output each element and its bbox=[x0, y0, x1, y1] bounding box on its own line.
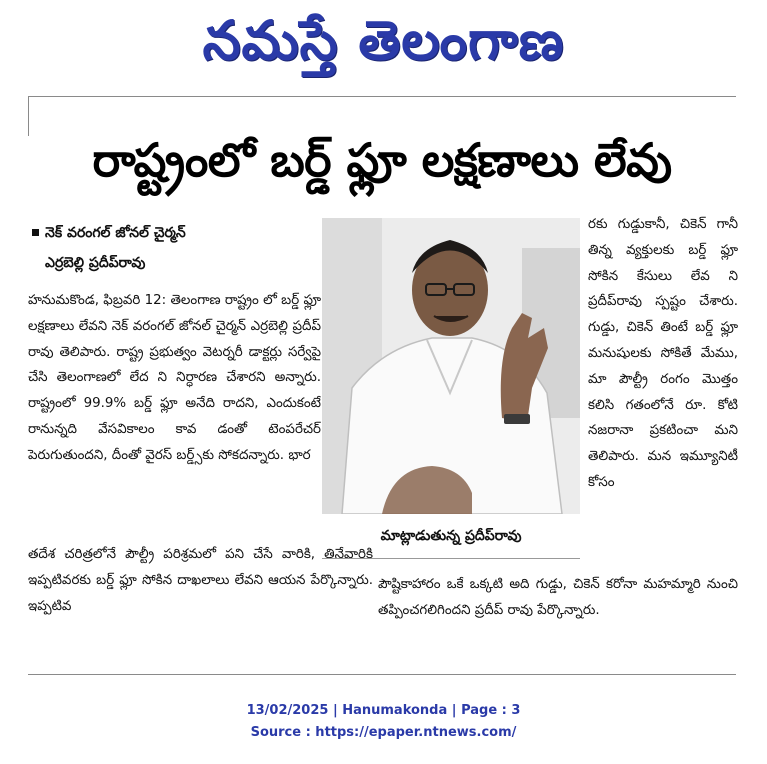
person-photo-illustration bbox=[322, 218, 580, 514]
article-photo bbox=[322, 218, 580, 514]
article-headline: రాష్ట్రంలో బర్డ్ ఫ్లూ లక్షణాలు లేవు bbox=[92, 133, 672, 187]
article-paragraph-3: రకు గుడ్డుకానీ, చికెన్ గానీ తిన్న వ్యక్తులకు బర్డ్ ఫ్లూ సోకిన కేసులు లేవ ని ప్రదీప్‌రావు స్పష్టం చేశారు. గుడ్డు, చికెన్ తింటే బర్డ్ ఫ్లూ మనుషులకు సోకితే మేము, మా పౌల్ట్రీ రంగం మొత్తం కలిసి గతంలోనే రూ. కోటి నజరానా ప్రకటించా మని తెలిపారు. మన ఇమ్యూనిటీ కోసం bbox=[588, 217, 738, 490]
article-column-right-bottom bbox=[378, 572, 738, 624]
byline-line1: నెక్ వరంగల్ జోనల్ చైర్మన్ bbox=[45, 225, 186, 241]
article-paragraph-2: తదేశ చరిత్రలోనే పౌల్ట్రీ పరిశ్రమలో పని చేసే వారికి, తినేవారికి ఇప్పటివరకు బర్డ్ ఫ్లూ సోకిన దాఖలాలు లేవని ఆయన పేర్కొన్నారు. ఇప్పటివ bbox=[28, 547, 373, 614]
article-paragraph-4: పౌష్టికాహారం ఒకే ఒక్కటి అది గుడ్డు, చికెన్ కరోనా మహమ్మారి నుంచి తప్పించగలిగిందని ప్రదీప్ రావు పేర్కొన్నారు. bbox=[378, 577, 738, 618]
masthead bbox=[0, 2, 767, 82]
bottom-divider bbox=[28, 674, 736, 675]
footer-date-page: 13/02/2025 | Hanumakonda | Page : 3 bbox=[246, 703, 521, 718]
article-column-left bbox=[28, 288, 321, 469]
article-paragraph-1: హనుమకొండ, ఫిబ్రవరి 12: తెలంగాణ రాష్ట్రం లో బర్డ్ ఫ్లూ లక్షణాలు లేవని నెక్ వరంగల్ జోనల్ చైర్మన్ ఎర్రబెల్లి ప్రదీప్ రావు తెలిపారు. రాష్ట్ర ప్రభుత్వం వెటర్నరీ డాక్టర్లు సర్వేపై చేసి తెలంగాణలో లేద ని నిర్ధారణ చేశారని అన్నారు. రాష్ట్రంలో 99.9% బర్డ్ ఫ్లూ అనేది రాదని, ఎందుకంటే రానున్నది వేసవికాలం కావ డంతో టెంపరేచర్ పెరుగుతుందని, దీంతో వైరస్ బర్డ్స్‌కు సోకదన్నారు. భార bbox=[28, 293, 321, 463]
byline bbox=[28, 218, 318, 278]
bullet-icon bbox=[32, 229, 39, 236]
photo-caption: మాట్లాడుతున్న ప్రదీప్‌రావు bbox=[322, 514, 580, 559]
byline-line2: ఎర్రబెల్లి ప్రదీప్‌రావు bbox=[45, 255, 146, 271]
masthead-title: నమస్తే తెలంగాణ bbox=[202, 9, 565, 72]
article-column-right bbox=[588, 212, 738, 496]
footer-source: Source : https://epaper.ntnews.com/ bbox=[250, 725, 517, 740]
top-divider bbox=[28, 96, 736, 97]
